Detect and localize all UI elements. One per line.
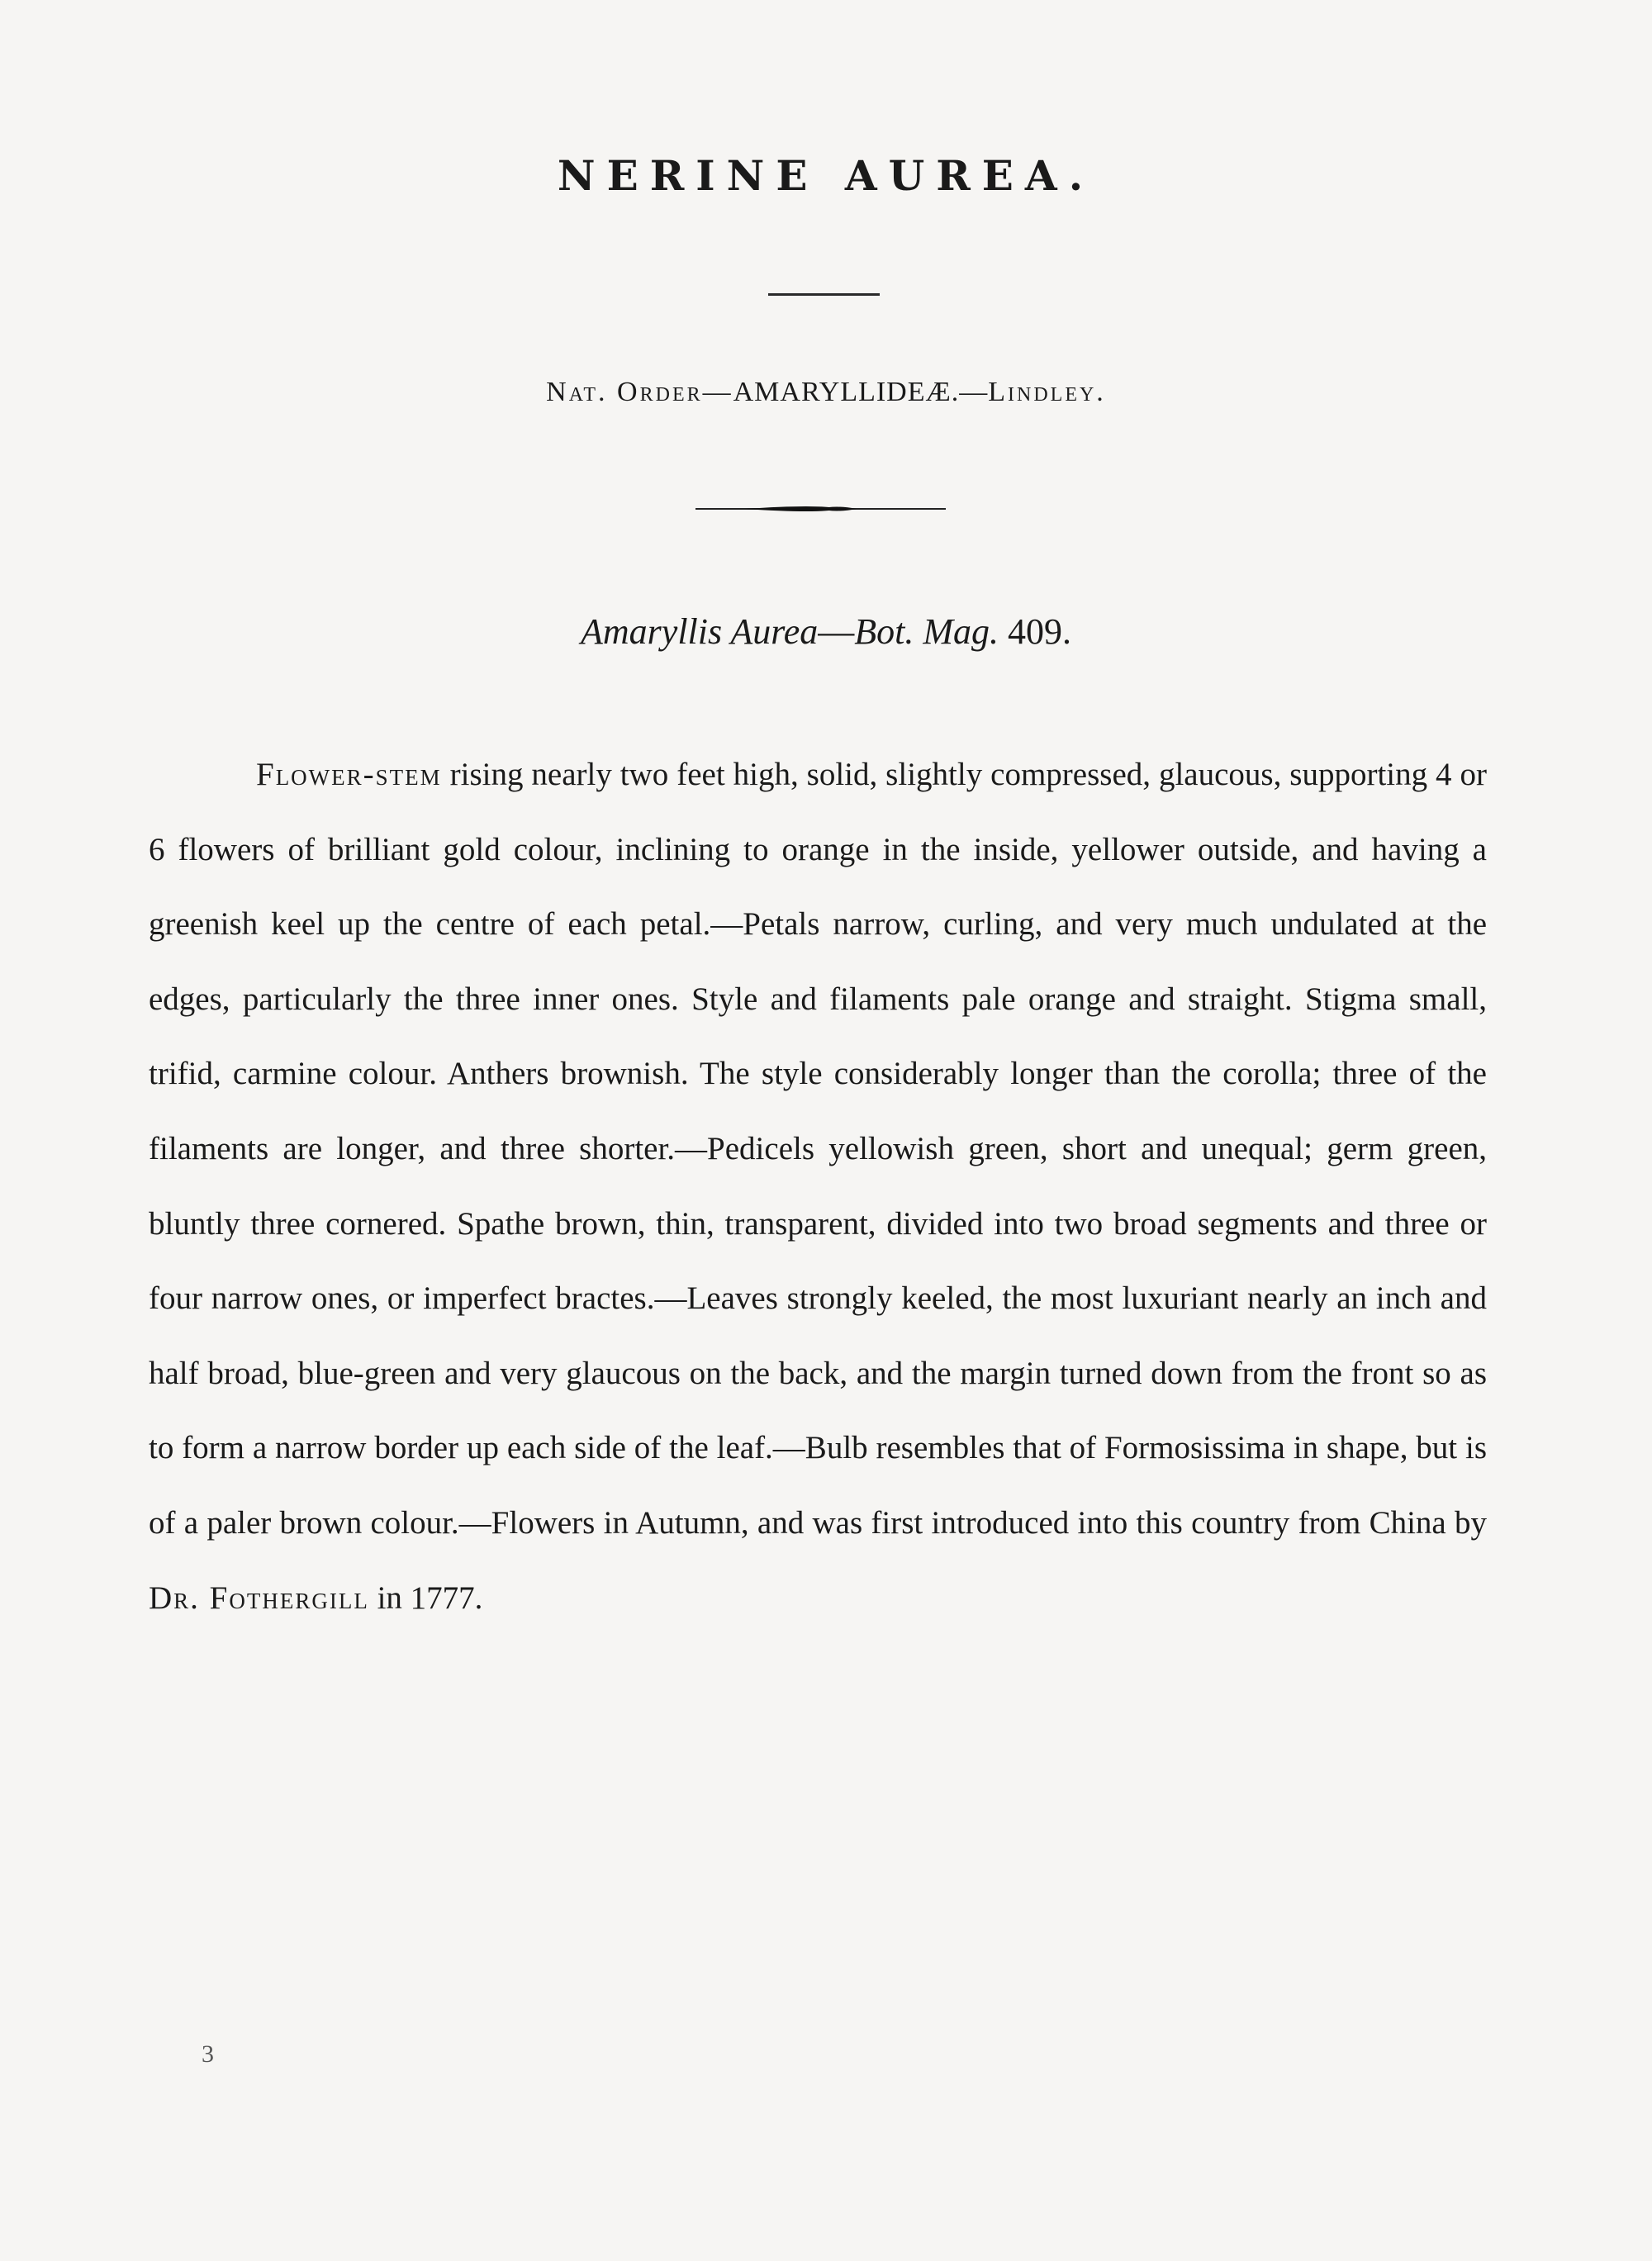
synonym-line (0, 607, 1652, 657)
synonym-reference: Bot. Mag. (854, 611, 999, 652)
order-family: AMARYLLIDEÆ. (733, 377, 960, 407)
order-authority: Lindley. (988, 377, 1106, 407)
ornamental-divider (695, 501, 946, 517)
page-title: NERINE AUREA. (557, 151, 1095, 200)
title-divider (768, 293, 880, 296)
description-ending: in 1777. (368, 1579, 483, 1616)
description-body: rising nearly two feet high, solid, slightly compressed, glaucous, supporting 4 or 6 flowers of brilliant gold colour, inclining to orange in the inside, yellower outside, and having a greenish keel up the centre of each petal.—Petals narrow, curling, and very much undulated at the edges, particularly the three inner ones. Style and filaments pale orange and straight. Stigma small, trifid, carmine colour. Anthers brownish. The style considerably longer than the corolla; three of the filaments are longer, and three shorter.—Pedicels yellowish green, short and unequal; germ green, bluntly three cornered. Spathe brown, thin, transparent, divided into two broad segments and three or four narrow ones, or imperfect bractes.—Leaves strongly keeled, the most luxuriant nearly an inch and half broad, blue-green and very glaucous on the back, and the margin turned down from the front so as to form a narrow border up each side of the leaf.—Bulb resembles that of Formosissima in shape, but is of a paler brown colour.—Flowers in Autumn, and was first introduced into this country from China by (149, 757, 1487, 1541)
description-person: Dr. Fothergill (149, 1579, 369, 1616)
synonym-number: 409. (1007, 611, 1071, 652)
page-number: 3 (202, 2040, 214, 2068)
synonym-name: Amaryllis Aurea (581, 611, 819, 652)
description-paragraph (149, 738, 1487, 1636)
description-lead: Flower-stem (256, 757, 442, 792)
natural-order-line (0, 372, 1652, 413)
synonym-dash: — (818, 611, 855, 652)
order-prefix: Nat. Order— (546, 377, 733, 407)
order-dash: — (959, 377, 989, 407)
